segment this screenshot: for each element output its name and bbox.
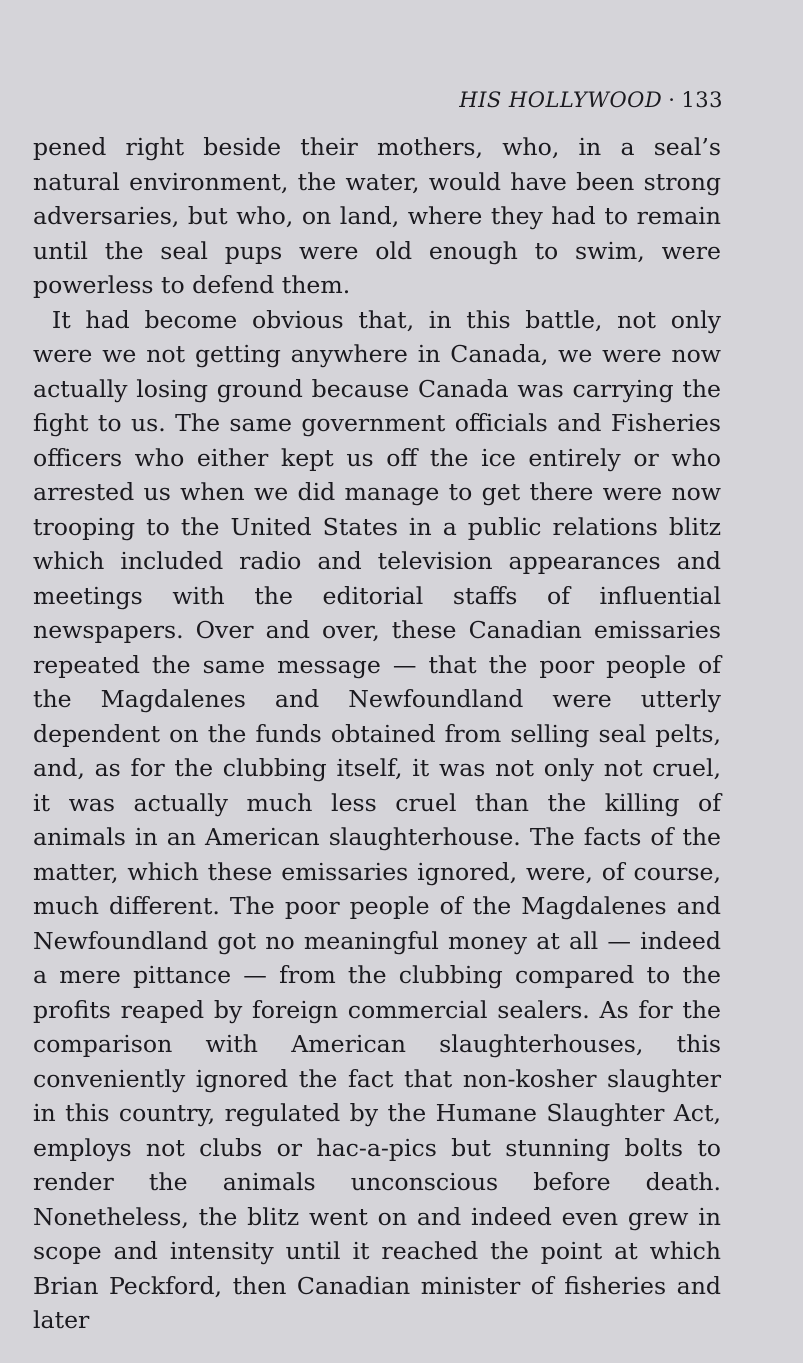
paragraph-continued: pened right beside their mothers, who, in a seal’s natural environment, the water, would have been strong adversaries, but who, on land, where they had to remain until the seal pups were old enough to swim, were powerless to defend them.: [33, 133, 721, 299]
page-number: 133: [681, 88, 723, 112]
paragraph: It had become obvious that, in this battle, not only were we not getting anywhere in Canada, we were now actually losing ground because Canada was carrying the fight to us. The same government officials and Fisheries officers who either kept us off the ice entirely or who arrested us when we did manage to get there were now trooping to the United States in a public relations blitz which included radio and television appearances and meetings with the editorial staffs of influential newspapers. Over and over, these Canadian emissaries repeated the same message — that the poor people of the Magdalenes and Newfoundland were utterly dependent on the funds obtained from selling seal pelts, and, as for the clubbing itself, it was not only not cruel, it was actually much less cruel than the killing of animals in an American slaughterhouse. The facts of the matter, which these emissaries ignored, were, of course, much different. The poor people of the Magdalenes and Newfoundland got no meaningful money at all — indeed a mere pittance — from the clubbing compared to the profits reaped by foreign commercial sealers. As for the comparison with American slaughterhouses, this conveniently ignored the fact that non-kosher slaughter in this country, regulated by the Humane Slaughter Act, employs not clubs or hac-a-pics but stunning bolts to render the animals unconscious before death. Nonetheless, the blitz went on and indeed even grew in scope and intensity until it reached the point at which Brian Peckford, then Canadian minister of fisheries and later: [33, 305, 721, 1334]
running-header: [459, 88, 723, 112]
header-separator: ·: [668, 88, 676, 112]
body-text: [33, 130, 721, 1338]
running-title: HIS HOLLYWOOD: [459, 88, 663, 112]
